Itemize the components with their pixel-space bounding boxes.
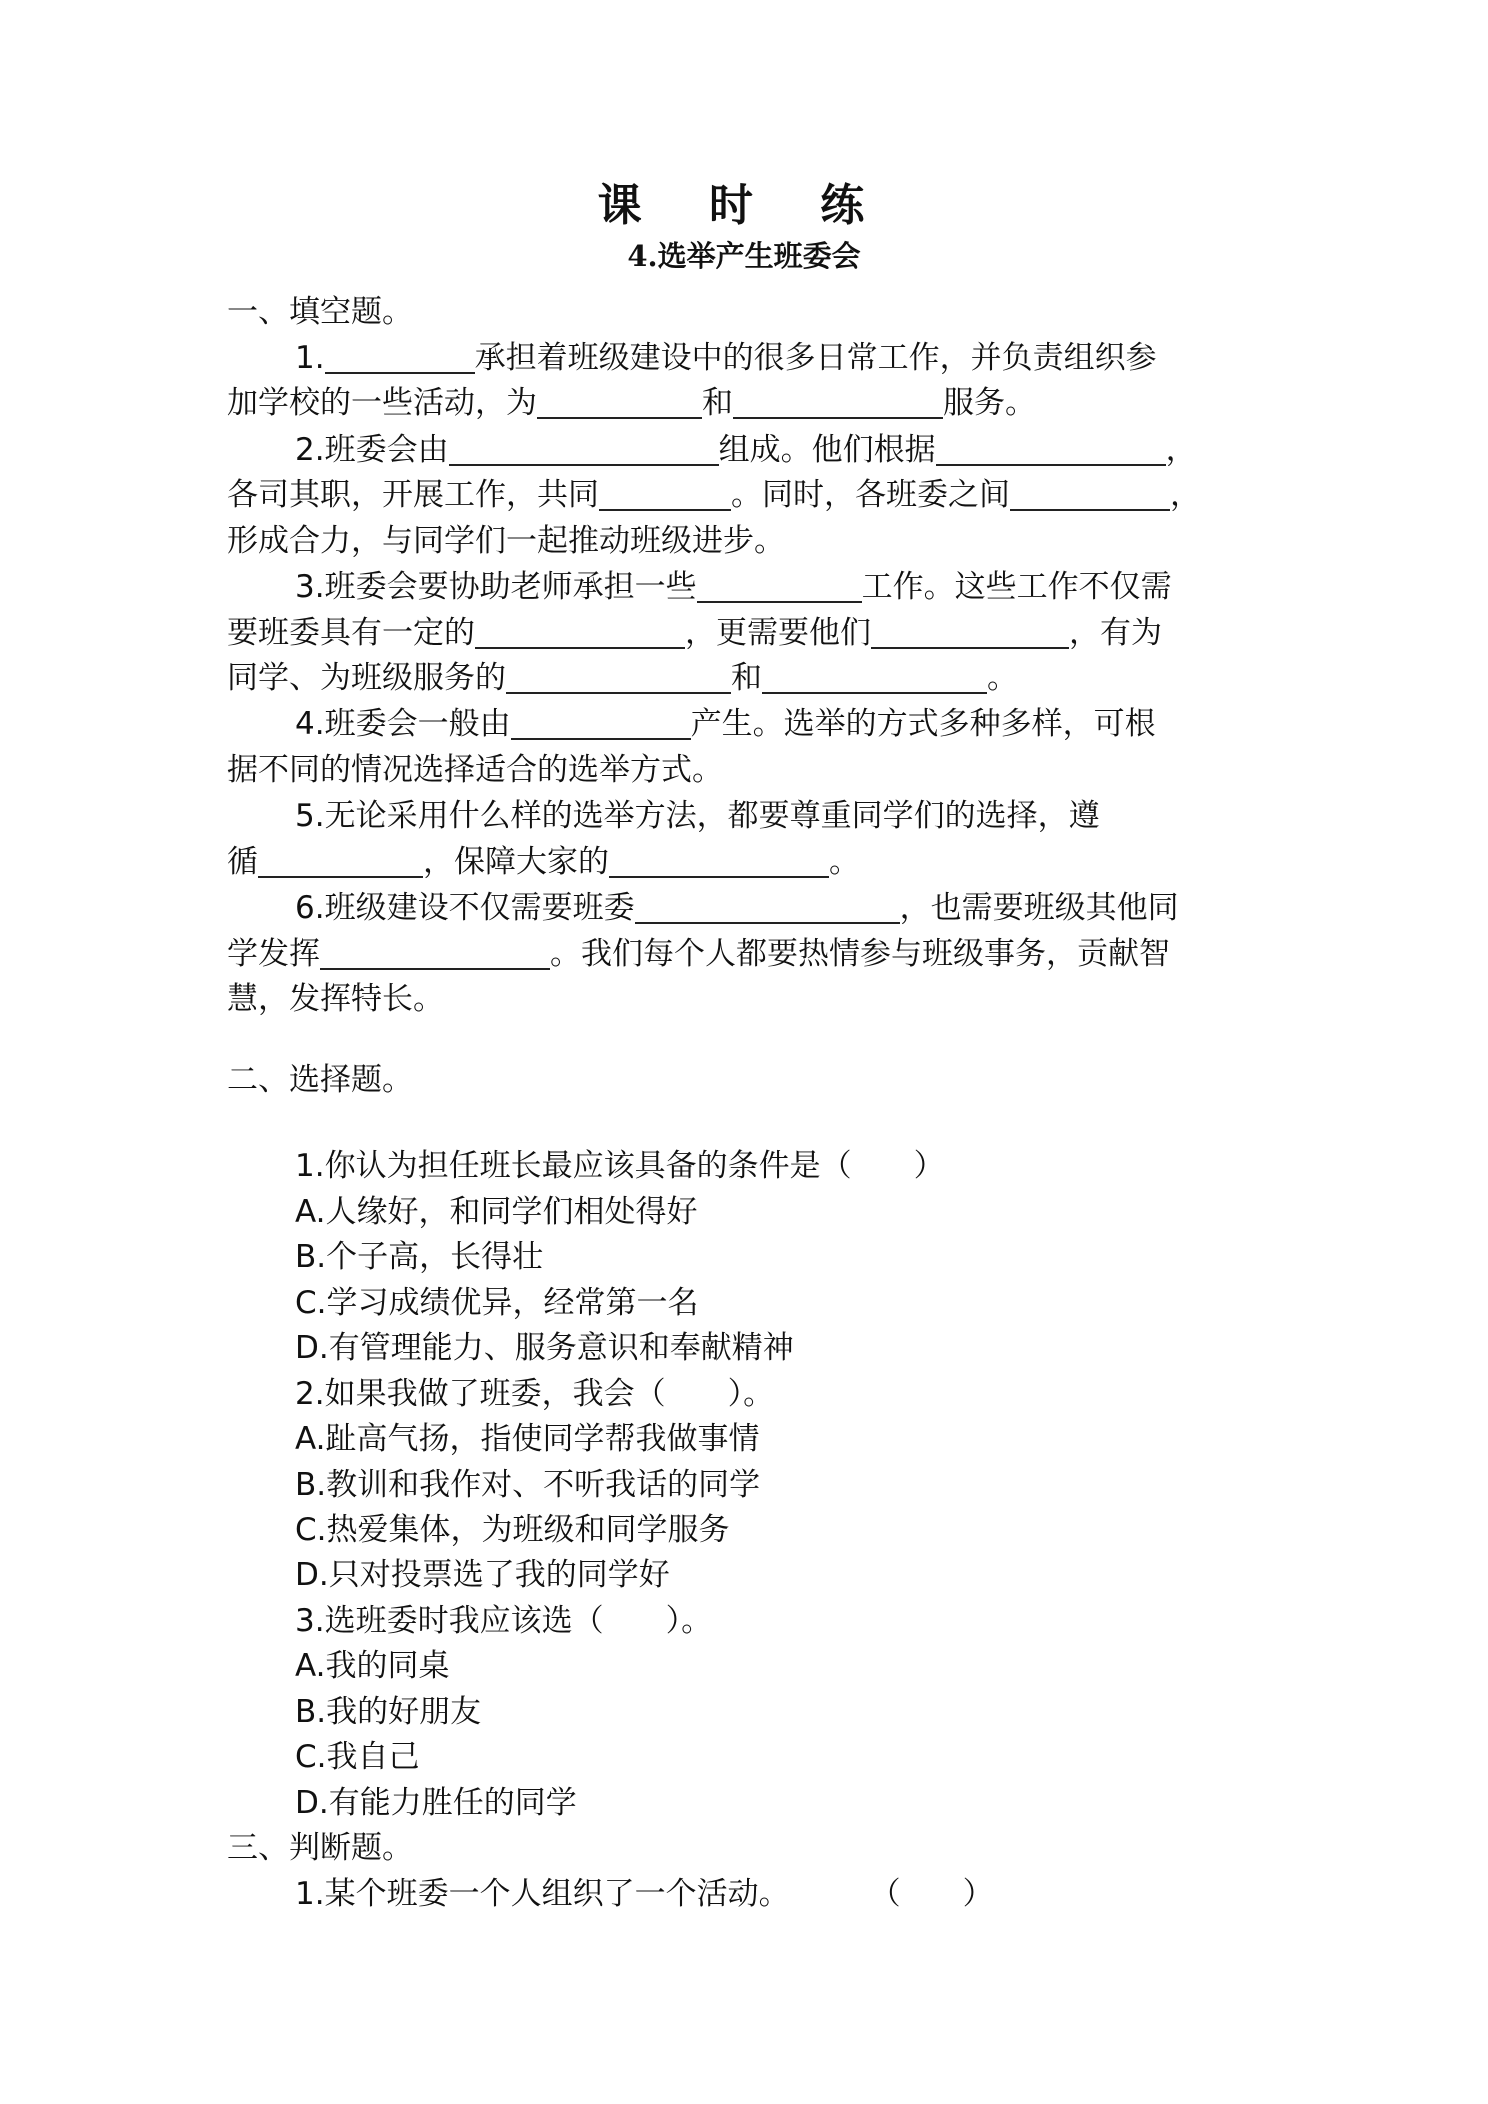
fill-q6-line2 — [0, 932, 1488, 976]
fill-q6-line1 — [0, 886, 1488, 930]
fill-q3-line2 — [0, 611, 1488, 655]
question-text: 和 — [702, 385, 733, 421]
question-text: ，有为 — [1069, 615, 1162, 651]
q-number: 6. — [295, 890, 325, 926]
answer-blank[interactable] — [936, 430, 1166, 466]
choice-q2-option-a[interactable]: A.趾高气扬，指使同学帮我做事情 — [295, 1421, 760, 1457]
fill-q2-line3 — [0, 519, 1488, 563]
answer-blank[interactable] — [511, 704, 691, 740]
question-text: 班委会要协助老师承担一些 — [324, 569, 697, 605]
judge-q1 — [0, 1872, 1488, 1916]
question-text: 承担着班级建设中的很多日常工作，并负责组织参 — [474, 340, 1157, 376]
question-text: 和 — [731, 660, 762, 696]
question-text: 班级建设不仅需要班委 — [324, 890, 635, 926]
answer-blank[interactable] — [537, 383, 702, 419]
answer-blank[interactable] — [1010, 475, 1170, 511]
q-number: 3. — [295, 569, 325, 605]
answer-blank[interactable] — [325, 338, 475, 374]
question-text: 工作。这些工作不仅需 — [861, 569, 1172, 605]
question-text: 同学、为班级服务的 — [227, 660, 506, 696]
question-text: 要班委具有一定的 — [227, 615, 475, 651]
choice-q1-option-c[interactable]: C.学习成绩优异，经常第一名 — [295, 1285, 699, 1321]
choice-q3-option-b[interactable]: B.我的好朋友 — [295, 1694, 482, 1730]
answer-blank[interactable] — [635, 888, 900, 924]
question-text: 慧，发挥特长。 — [227, 981, 444, 1017]
question-text: 组成。他们根据 — [718, 432, 936, 468]
answer-parentheses[interactable]: （ ） — [869, 1876, 994, 1912]
answer-blank[interactable] — [762, 658, 987, 694]
fill-q2-line2 — [0, 473, 1488, 517]
fill-q5-line1 — [0, 794, 1488, 838]
choice-q3-option-d[interactable]: D.有能力胜任的同学 — [295, 1785, 577, 1821]
fill-q5-line2 — [0, 840, 1488, 884]
choice-q1-option-d[interactable]: D.有管理能力、服务意识和奉献精神 — [295, 1330, 794, 1366]
choice-q2-stem: 2.如果我做了班委，我会（ ）。 — [295, 1376, 775, 1412]
question-text: ，更需要他们 — [685, 615, 871, 651]
question-text: 形成合力，与同学们一起推动班级进步。 — [227, 523, 785, 559]
answer-blank[interactable] — [697, 567, 862, 603]
question-text: 。 — [829, 844, 860, 880]
question-text: 。我们每个人都要热情参与班级事务，贡献智 — [550, 936, 1170, 972]
answer-blank[interactable] — [733, 383, 943, 419]
question-text: 产生。选举的方式多种多样，可根 — [690, 706, 1156, 742]
choice-q1-option-b[interactable]: B.个子高，长得壮 — [295, 1239, 544, 1275]
answer-blank[interactable] — [320, 934, 550, 970]
q-number: 4. — [295, 706, 325, 742]
section-heading-judge: 三、判断题。 — [227, 1830, 413, 1866]
question-text: 各司其职，开展工作，共同 — [227, 477, 599, 513]
question-text: ，也需要班级其他同 — [899, 890, 1179, 926]
answer-blank[interactable] — [258, 842, 423, 878]
question-text: 无论采用什么样的选举方法，都要尊重同学们的选择，遵 — [324, 798, 1100, 834]
question-text: 循 — [227, 844, 258, 880]
choice-q2-option-b[interactable]: B.教训和我作对、不听我话的同学 — [295, 1467, 761, 1503]
question-text: ， — [1165, 432, 1197, 468]
question-text: 服务。 — [943, 385, 1036, 421]
fill-q4-line2 — [0, 748, 1488, 792]
fill-q1-line1 — [0, 336, 1488, 380]
choice-q1-stem: 1.你认为担任班长最应该具备的条件是（ ） — [295, 1148, 945, 1184]
fill-q1-line2 — [0, 381, 1488, 425]
answer-blank[interactable] — [599, 475, 731, 511]
question-text: ，保障大家的 — [423, 844, 609, 880]
page-title: 课 时 练 — [597, 180, 891, 231]
question-text: 据不同的情况选择适合的选举方式。 — [227, 752, 723, 788]
choice-q3-option-c[interactable]: C.我自己 — [295, 1739, 420, 1775]
answer-blank[interactable] — [871, 613, 1069, 649]
question-text: 。同时，各班委之间 — [731, 477, 1010, 513]
fill-q4-line1 — [0, 702, 1488, 746]
question-text: ， — [1170, 477, 1201, 513]
question-text: 学发挥 — [227, 936, 320, 972]
question-text: 1.某个班委一个人组织了一个活动。 — [295, 1876, 790, 1912]
section-heading-choice: 二、选择题。 — [227, 1062, 413, 1098]
fill-q3-line3 — [0, 656, 1488, 700]
question-text: 班委会由 — [324, 432, 449, 468]
fill-q3-line1 — [0, 565, 1488, 609]
q-number: 5. — [295, 798, 325, 834]
choice-q2-option-d[interactable]: D.只对投票选了我的同学好 — [295, 1557, 670, 1593]
answer-blank[interactable] — [449, 430, 719, 466]
answer-blank[interactable] — [475, 613, 685, 649]
answer-blank[interactable] — [506, 658, 731, 694]
answer-blank[interactable] — [609, 842, 829, 878]
q-number: 1. — [295, 340, 325, 376]
question-text: 班委会一般由 — [324, 706, 511, 742]
choice-q3-option-a[interactable]: A.我的同桌 — [295, 1648, 450, 1684]
q-number: 2. — [295, 432, 325, 468]
section-heading-fill: 一、填空题。 — [227, 294, 413, 330]
choice-q2-option-c[interactable]: C.热爱集体，为班级和同学服务 — [295, 1512, 730, 1548]
fill-q6-line3 — [0, 977, 1488, 1021]
question-text: 加学校的一些活动，为 — [227, 385, 537, 421]
fill-q2-line1 — [0, 428, 1488, 472]
lesson-subtitle: 4.选举产生班委会 — [627, 239, 861, 273]
question-text: 。 — [987, 660, 1018, 696]
choice-q3-stem: 3.选班委时我应该选（ ）。 — [295, 1603, 713, 1639]
choice-q1-option-a[interactable]: A.人缘好，和同学们相处得好 — [295, 1194, 698, 1230]
